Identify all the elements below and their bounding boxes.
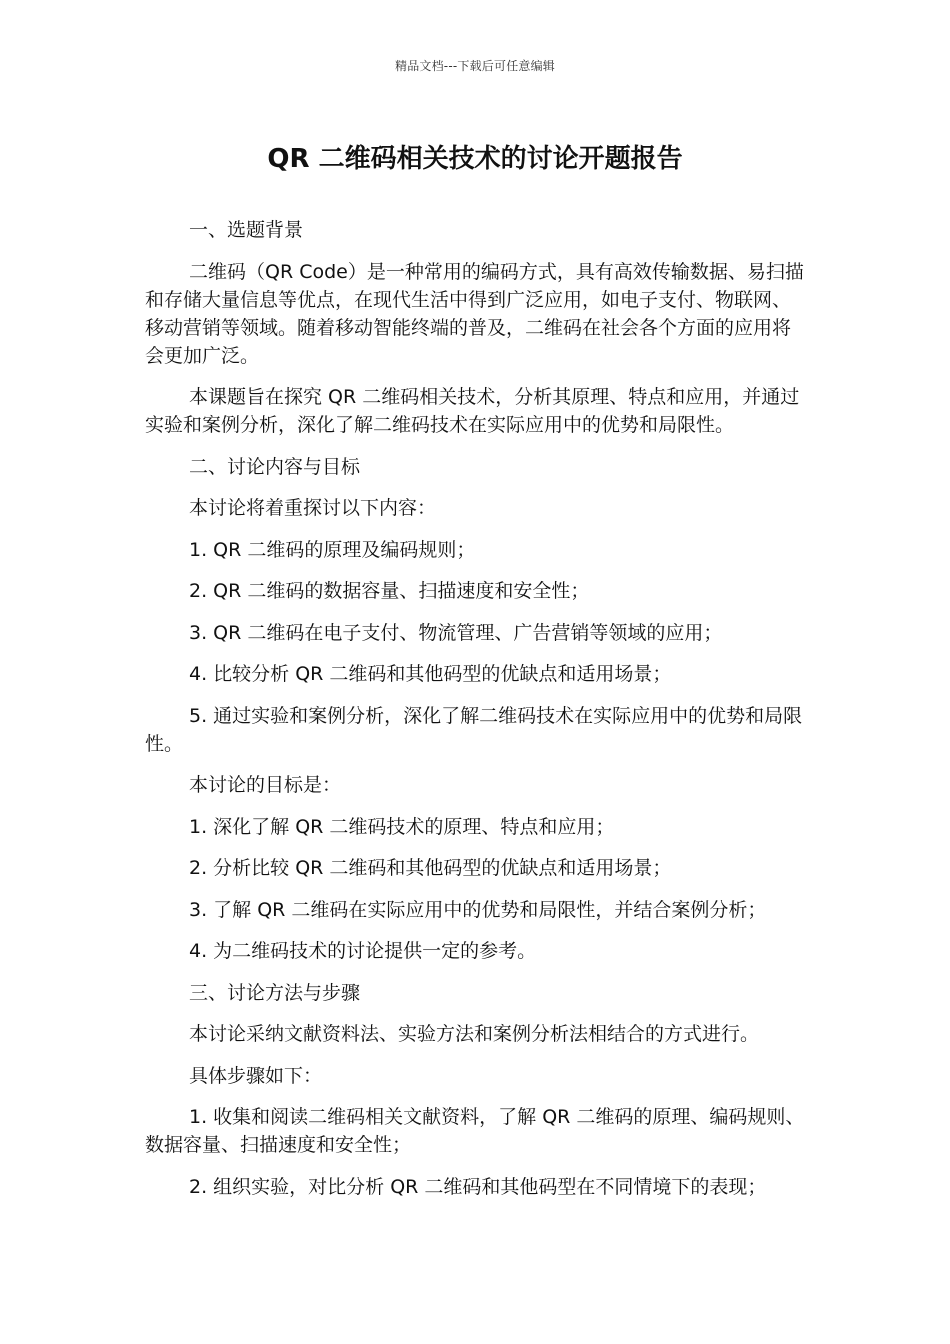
paragraph-methods-intro: 本讨论采纳文献资料法、实验方法和案例分析法相结合的方式进行。 bbox=[189, 1023, 760, 1045]
section-heading-content-goals: 二、讨论内容与目标 bbox=[189, 455, 361, 478]
paragraph-background-intro: 二维码（QR Code）是一种常用的编码方式，具有高效传输数据、易扫描和存储大量信息等优点，在现代生活中得到广泛应用，如电子支付、物联网、移动营销等领域。随着移动智能终端的普及，二维码在社会各个方面的应用将会更加广泛。 bbox=[145, 260, 804, 367]
document-title: QR 二维码相关技术的讨论开题报告 bbox=[267, 144, 683, 174]
section-heading-methods: 三、讨论方法与步骤 bbox=[189, 981, 361, 1004]
list-item-goal-3: 3. 了解 QR 二维码在实际应用中的优势和局限性，并结合案例分析； bbox=[189, 898, 767, 921]
list-item-goal-1: 1. 深化了解 QR 二维码技术的原理、特点和应用； bbox=[189, 815, 615, 838]
document-body bbox=[145, 216, 805, 1214]
header-note: 精品文档---下载后可任意编辑 bbox=[395, 59, 555, 73]
list-item-content-4: 4. 比较分析 QR 二维码和其他码型的优缺点和适用场景； bbox=[189, 663, 672, 685]
list-item-step-1: 1. 收集和阅读二维码相关文献资料，了解 QR 二维码的原理、编码规则、数据容量、扫描速度和安全性； bbox=[145, 1106, 805, 1156]
list-item-content-5: 5. 通过实验和案例分析，深化了解二维码技术在实际应用中的优势和局限性。 bbox=[145, 704, 803, 755]
list-item-goal-2: 2. 分析比较 QR 二维码和其他码型的优缺点和适用场景； bbox=[189, 857, 672, 879]
paragraph-steps-intro: 具体步骤如下： bbox=[189, 1064, 323, 1087]
paragraph-goals-intro: 本讨论的目标是： bbox=[189, 774, 342, 796]
list-item-content-1: 1. QR 二维码的原理及编码规则； bbox=[189, 538, 476, 561]
paragraph-topic-aim: 本课题旨在探究 QR 二维码相关技术，分析其原理、特点和应用，并通过实验和案例分析，深化了解二维码技术在实际应用中的优势和局限性。 bbox=[145, 386, 800, 436]
paragraph-content-intro: 本讨论将着重探讨以下内容： bbox=[189, 497, 437, 519]
list-item-goal-4: 4. 为二维码技术的讨论提供一定的参考。 bbox=[189, 940, 537, 962]
section-heading-background: 一、选题背景 bbox=[189, 219, 304, 241]
list-item-content-3: 3. QR 二维码在电子支付、物流管理、广告营销等领域的应用； bbox=[189, 621, 723, 644]
list-item-step-2: 2. 组织实验，对比分析 QR 二维码和其他码型在不同情境下的表现； bbox=[189, 1175, 767, 1198]
list-item-content-2: 2. QR 二维码的数据容量、扫描速度和安全性； bbox=[189, 580, 590, 602]
